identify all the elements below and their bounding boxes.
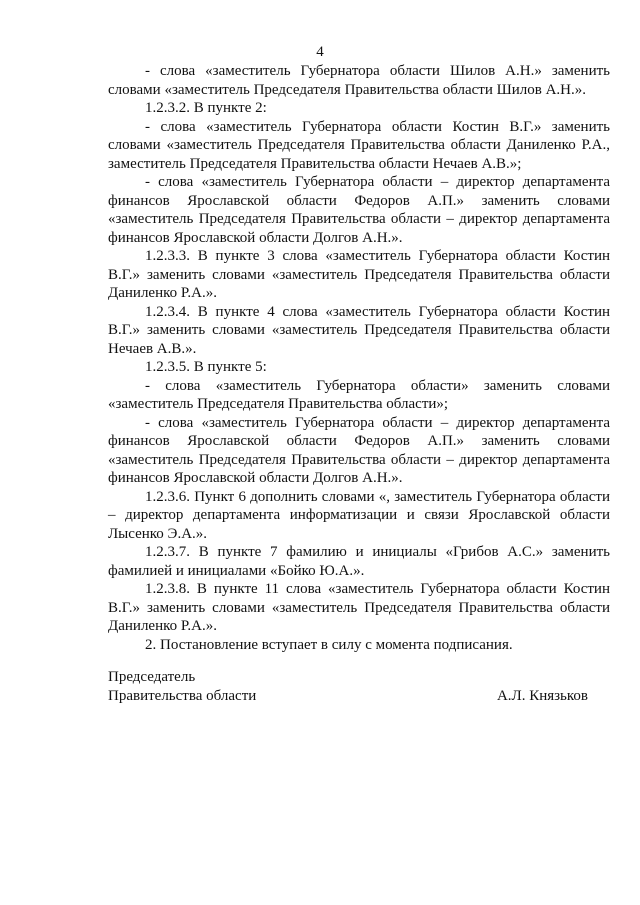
paragraph: - слова «заместитель Губернатора области Шилов А.Н.» заменить словами «заместитель Председателя Правительства области Шилов А.Н.». — [108, 63, 610, 98]
paragraph: 1.2.3.2. В пункте 2: — [145, 100, 267, 116]
paragraph: - слова «заместитель Губернатора области – директор департамента финансов Ярославской области Федоров А.П.» заменить словами «заместитель Председателя Правительства области – директор департамента финансов Ярославской области Долгов А.Н.». — [108, 174, 610, 246]
paragraph: 1.2.3.3. В пункте 3 слова «заместитель Губернатора области Костин В.Г.» заменить словами «заместитель Председателя Правительства области Даниленко Р.А.». — [108, 248, 610, 301]
signature-block — [108, 668, 588, 705]
paragraph: 1.2.3.6. Пункт 6 дополнить словами «, заместитель Губернатора области – директор департамента информатизации и связи Ярославской области Лысенко Э.А.». — [108, 488, 610, 542]
signatory-title-line2: Правительства области — [108, 687, 257, 704]
document-body — [108, 62, 610, 654]
paragraph: - слова «заместитель Губернатора области Костин В.Г.» заменить словами «заместитель Председателя Правительства области Даниленко Р.А., заместитель Председателя Правительства области Нечаев А.В.»; — [108, 118, 610, 172]
signature-row — [108, 687, 588, 706]
paragraph: 2. Постановление вступает в силу с момента подписания. — [145, 636, 513, 653]
signatory-name: А.Л. Князьков — [496, 687, 588, 704]
page-number: 4 — [316, 44, 324, 60]
paragraph: - слова «заместитель Губернатора области» заменить словами «заместитель Председателя Правительства области»; — [108, 377, 610, 412]
paragraph: 1.2.3.7. В пункте 7 фамилию и инициалы «Грибов А.С.» заменить фамилией и инициалами «Бойко Ю.А.». — [108, 544, 610, 579]
signatory-title-line1: Председатель — [108, 669, 196, 685]
paragraph: 1.2.3.8. В пункте 11 слова «заместитель Губернатора области Костин В.Г.» заменить словами «заместитель Председателя Правительства области Даниленко Р.А.». — [108, 581, 610, 634]
paragraph: 1.2.3.4. В пункте 4 слова «заместитель Губернатора области Костин В.Г.» заменить словами «заместитель Председателя Правительства области Нечаев А.В.». — [108, 303, 610, 357]
paragraph: 1.2.3.5. В пункте 5: — [145, 359, 267, 375]
paragraph: - слова «заместитель Губернатора области – директор департамента финансов Ярославской области Федоров А.П.» заменить словами «заместитель Председателя Правительства области – директор департамента финансов Ярославской области Долгов А.Н.». — [108, 414, 610, 486]
